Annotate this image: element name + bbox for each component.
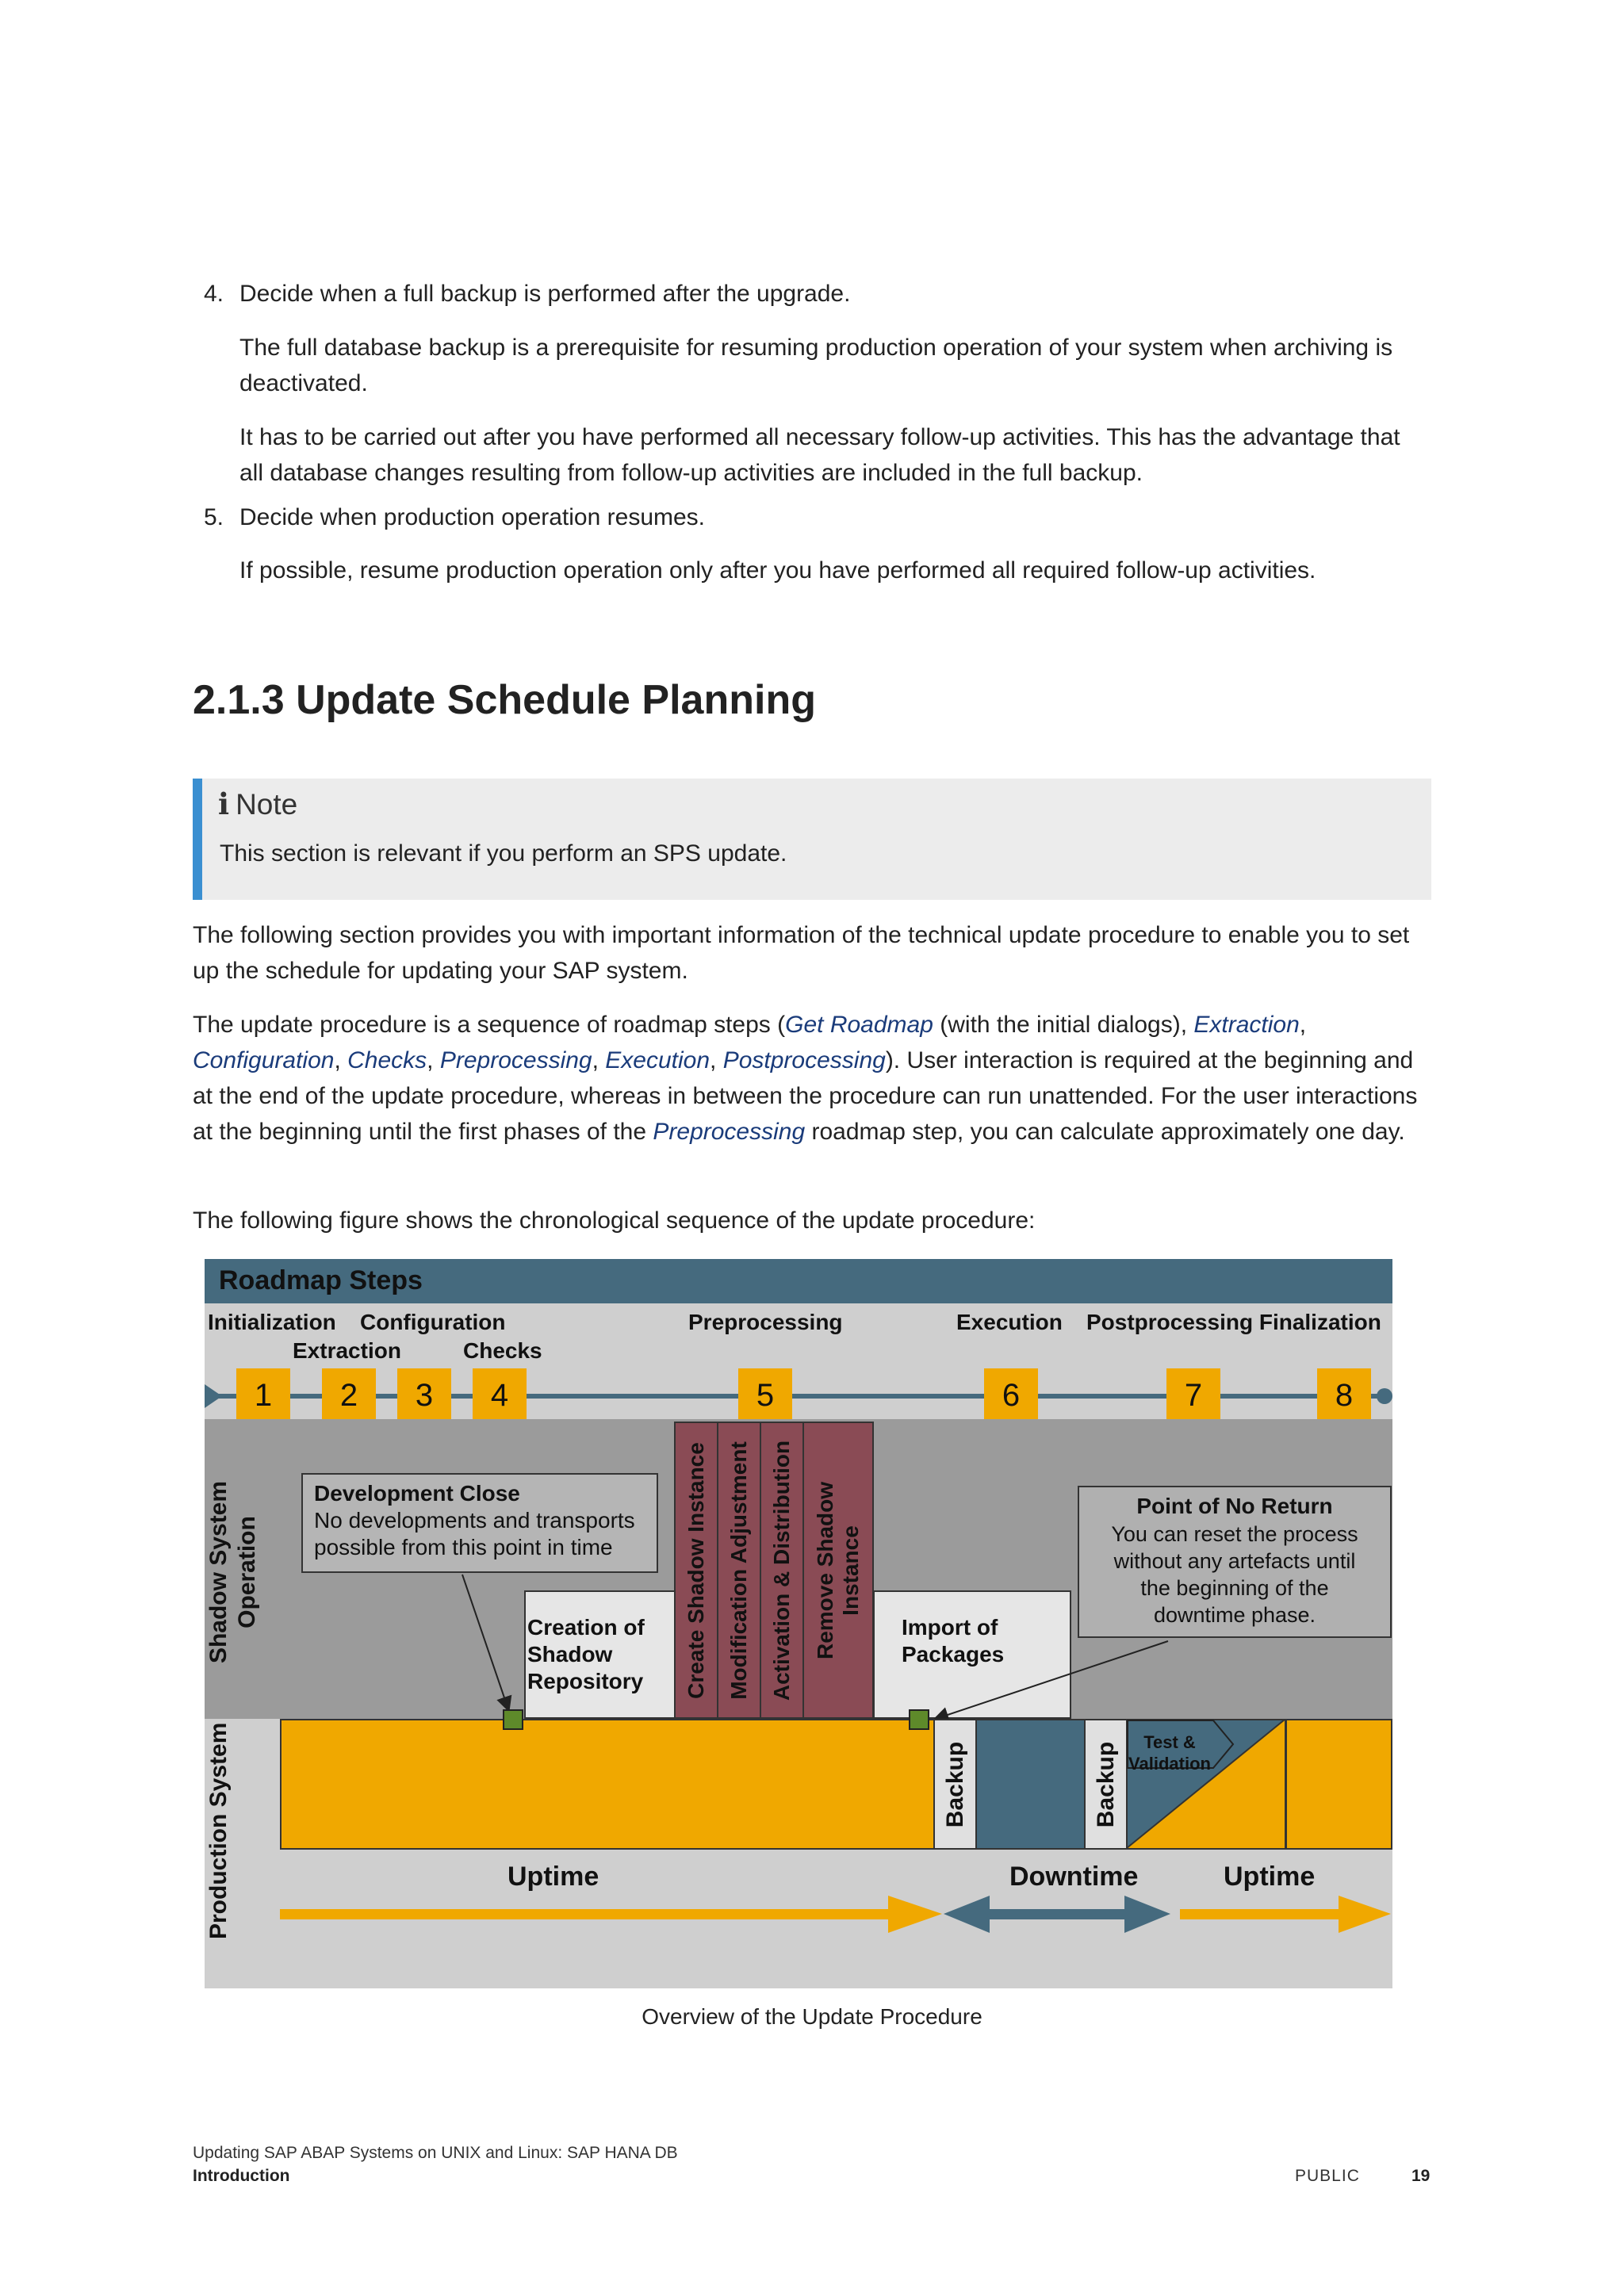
step-6: 6 [984,1368,1038,1422]
remove-shadow-line1: Remove Shadow [813,1481,837,1659]
timeline-arrows [205,1893,1392,1941]
ponr-line1: You can reset the process [1111,1522,1358,1546]
ponr-line4: downtime phase. [1153,1603,1316,1627]
ponr-pointer [936,1641,1168,1719]
point-of-no-return-marker [909,1709,929,1730]
phase-configuration: Configuration [360,1310,506,1334]
text-run: (with the initial dialogs), [933,1012,1194,1038]
import-line1: Import of [902,1615,998,1640]
creation-line3: Repository [527,1669,644,1693]
backup-label: Backup [941,1741,968,1827]
list-item-title: Decide when production operation resumes. [239,504,706,530]
link-preprocessing-2[interactable]: Preprocessing [653,1119,806,1145]
list-item-paragraph: It has to be carried out after you have performed all necessary follow-up activities. This has the advantage that all database changes resulting from follow-up activities are included in the full backup. [239,424,1400,486]
info-icon: i [218,786,230,821]
footer-classification: PUBLIC [1295,2167,1360,2185]
phase-divider [1285,1719,1287,1850]
dev-close-title: Development Close [314,1481,520,1506]
pointer-arrows [205,1259,1392,1988]
text-run: ). User interaction is required at the beginning and at the end of the update procedure, whereas in between the procedure can run unattended. For the user interactions at the beginning until the first phases of the [193,1047,1418,1145]
step-7: 7 [1166,1368,1220,1422]
step-4: 4 [473,1368,527,1422]
text-run: , [334,1047,348,1073]
uptime-label-1: Uptime [508,1862,599,1892]
update-procedure-figure [205,1259,1392,1988]
link-extraction[interactable]: Extraction [1193,1012,1300,1038]
text-run: , [427,1047,440,1073]
footer-page-number: 19 [1411,2167,1431,2185]
intro-paragraph: The following section provides you with important information of the technical update procedure to enable you to set up the schedule for updating your SAP system. [193,922,1410,984]
dev-close-line1: No developments and transports [314,1508,635,1533]
creation-line2: Shadow [527,1642,613,1667]
shadow-label-line2: Operation [234,1516,260,1628]
backup-box-2 [1084,1719,1128,1850]
bar-label: Activation & Distribution [769,1440,794,1701]
text-run: The update procedure is a sequence of roadmap steps ( [193,1012,786,1038]
note-title [218,786,297,821]
link-postprocessing[interactable]: Postprocessing [722,1047,886,1073]
step-8: 8 [1317,1368,1371,1422]
text-run: roadmap step, you can calculate approximately one day. [805,1119,1405,1145]
step-1: 1 [236,1368,290,1422]
phase-preprocessing: Preprocessing [688,1310,843,1334]
note-box [193,779,1431,900]
ponr-line2: without any artefacts until [1113,1549,1356,1573]
link-get-roadmap[interactable]: Get Roadmap [785,1012,933,1038]
link-configuration[interactable]: Configuration [193,1047,335,1073]
test-validation-label [1126,1732,1213,1774]
step-2: 2 [322,1368,376,1422]
figure-intro: The following figure shows the chronological sequence of the update procedure: [193,1207,1036,1234]
list-item-paragraph: If possible, resume production operation only after you have performed all required follow-up activities. [239,557,1316,584]
text-run: , [592,1047,606,1073]
step-5: 5 [738,1368,792,1422]
section-heading: 2.1.3 Update Schedule Planning [193,677,816,723]
dev-close-line2: possible from this point in time [314,1535,613,1559]
shadow-label-line1: Shadow System [205,1480,232,1664]
text-run: , [710,1047,723,1073]
list-number: 4. [203,281,224,307]
backup-label: Backup [1092,1741,1119,1827]
phase-extraction: Extraction [293,1338,401,1363]
list-item-title: Decide when a full backup is performed after the upgrade. [239,281,851,307]
link-preprocessing[interactable]: Preprocessing [439,1047,592,1073]
note-body: This section is relevant if you perform an SPS update. [220,840,787,867]
bar-label: Modification Adjustment [726,1441,751,1700]
test-line1: Test & [1143,1732,1196,1752]
ponr-title: Point of No Return [1136,1494,1333,1518]
test-line2: Validation [1128,1754,1211,1774]
import-line2: Packages [902,1642,1005,1667]
production-system-label: Production System [205,1722,232,1939]
downtime-label: Downtime [1009,1862,1139,1892]
creation-line1: Creation of [527,1615,645,1640]
development-close-marker [503,1709,523,1730]
dev-close-pointer [462,1575,508,1709]
ponr-line3: the beginning of the [1140,1576,1329,1600]
phase-execution: Execution [956,1310,1063,1334]
downtime-execution-block [975,1719,1086,1850]
figure-caption: Overview of the Update Procedure [642,2004,982,2029]
figure-header-title: Roadmap Steps [219,1265,423,1295]
step-3: 3 [397,1368,451,1422]
uptime-label-2: Uptime [1224,1862,1316,1892]
footer-section: Introduction [193,2167,290,2185]
footer-doc-title: Updating SAP ABAP Systems on UNIX and Linux: SAP HANA DB [193,2144,678,2162]
bar-label: Create Shadow Instance [684,1441,708,1699]
link-execution[interactable]: Execution [605,1047,710,1073]
link-checks[interactable]: Checks [347,1047,427,1073]
phase-postprocessing-finalization: Postprocessing Finalization [1086,1310,1381,1334]
list-item-paragraph: The full database backup is a prerequisite for resuming production operation of your system when archiving is deactivated. [239,335,1393,396]
roadmap-paragraph [193,1007,1438,1150]
backup-box-1 [933,1719,977,1850]
list-number: 5. [203,504,224,530]
phase-checks: Checks [463,1338,542,1363]
remove-shadow-line2: Instance [838,1525,863,1616]
phase-initialization: Initialization [208,1310,336,1334]
text-run: , [1299,1012,1307,1038]
note-title-text: Note [236,788,298,821]
